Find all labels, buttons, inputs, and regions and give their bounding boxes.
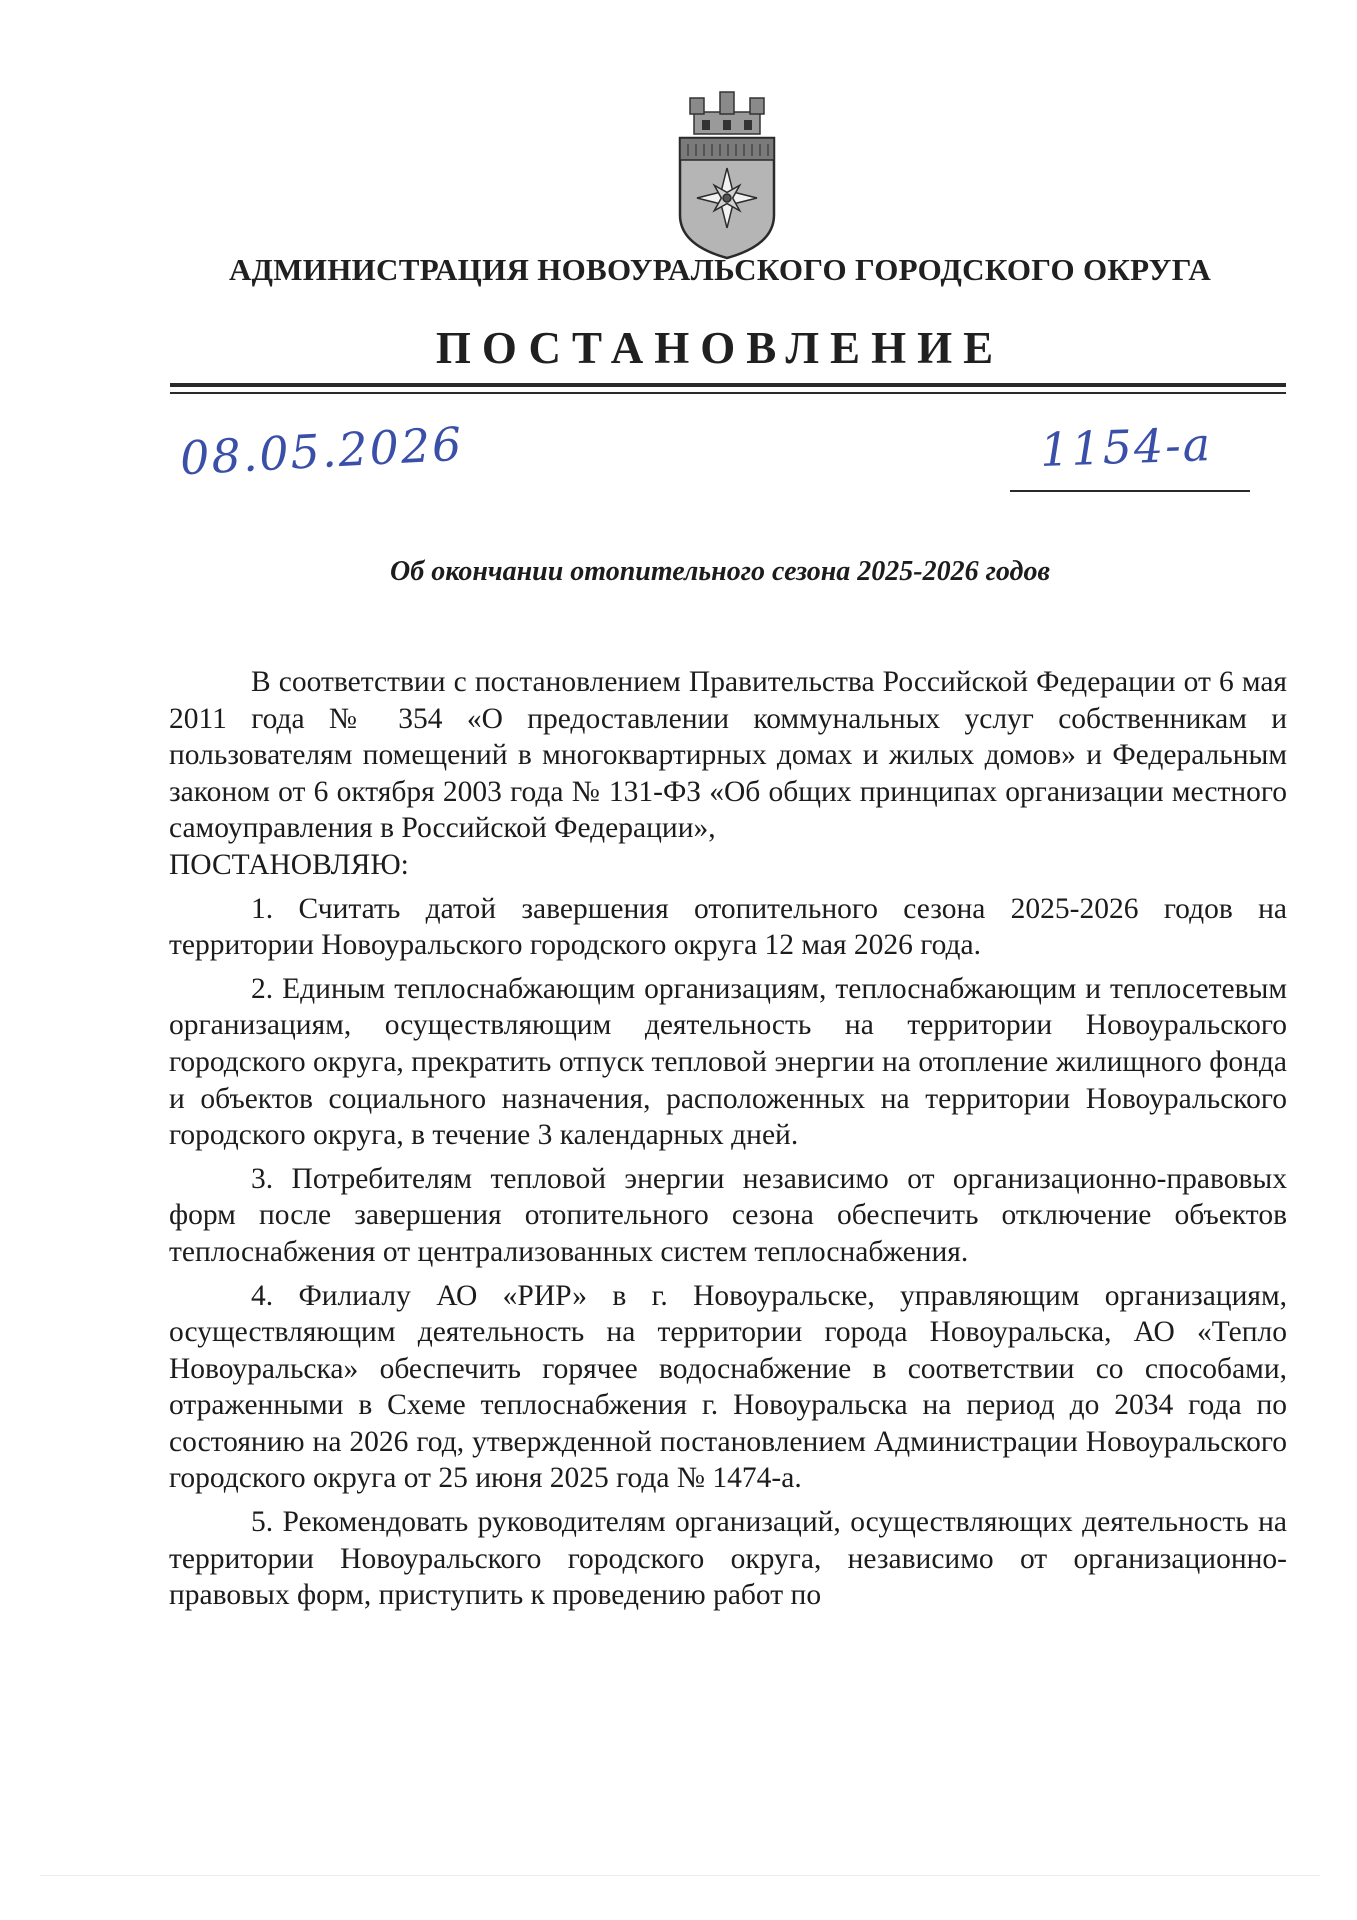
document-body (169, 664, 1287, 1614)
handwritten-document-number: 1154-а (1039, 417, 1213, 477)
organization-name: АДМИНИСТРАЦИЯ НОВОУРАЛЬСКОГО ГОРОДСКОГО ОКРУГА (228, 252, 1212, 287)
decree-item: 5. Рекомендовать руководителям организаций, осуществляющих деятельность на территории Новоуральского городского округа, независимо от организационно-правовых форм, приступить к проведению работ по (169, 1506, 1287, 1612)
document-type-heading: ПОСТАНОВЛЕНИЕ (435, 323, 1005, 373)
handwritten-date: 08.05.2026 (178, 416, 465, 486)
city-coat-of-arms-emblem (672, 90, 782, 260)
page-bottom-edge (40, 1875, 1320, 1876)
number-underline (1010, 490, 1250, 492)
decree-item: 1. Считать датой завершения отопительного сезона 2025-2026 годов на территории Новоуральского городского округа 12 мая 2026 года. (169, 892, 1287, 962)
decree-word: ПОСТАНОВЛЯЮ: (169, 848, 409, 881)
header-divider-thin (170, 392, 1286, 394)
decree-item: 2. Единым теплоснабжающим организациям, теплоснабжающим и теплосетевым организациям, осуществляющим деятельность на территории Новоуральского городского округа, прекратить отпуск тепловой энергии на отопление жилищного фонда и объектов социального назначения, расположенных на территории Новоуральского городского округа, в течение 3 календарных дней. (169, 972, 1287, 1152)
decree-item: 3. Потребителям тепловой энергии независимо от организационно-правовых форм после завершения отопительного сезона обеспечить отключение объектов теплоснабжения от централизованных систем теплоснабжения. (169, 1162, 1287, 1268)
header-divider-thick (170, 383, 1286, 387)
preamble-paragraph: В соответствии с постановлением Правительства Российской Федерации от 6 мая 2011 года № 354 «О предоставлении коммунальных услуг собственникам и пользователям помещений в многоквартирных домах и жилых домов» и Федеральным законом от 6 октября 2003 года № 131-ФЗ «Об общих принципах организации местного самоуправления в Российской Федерации», (169, 666, 1287, 845)
decree-item: 4. Филиалу АО «РИР» в г. Новоуральске, управляющим организациям, осуществляющим деятельность на территории города Новоуральска, АО «Тепло Новоуральска» обеспечить горячее водоснабжение в соответствии со способами, отраженными в Схеме теплоснабжения г. Новоуральска на период до 2034 года по состоянию на 2026 год, утвержденной постановлением Администрации Новоуральского городского округа от 25 июня 2025 года № 1474-а. (169, 1279, 1287, 1495)
document-title: Об окончании отопительного сезона 2025-2026 годов (390, 556, 1050, 587)
